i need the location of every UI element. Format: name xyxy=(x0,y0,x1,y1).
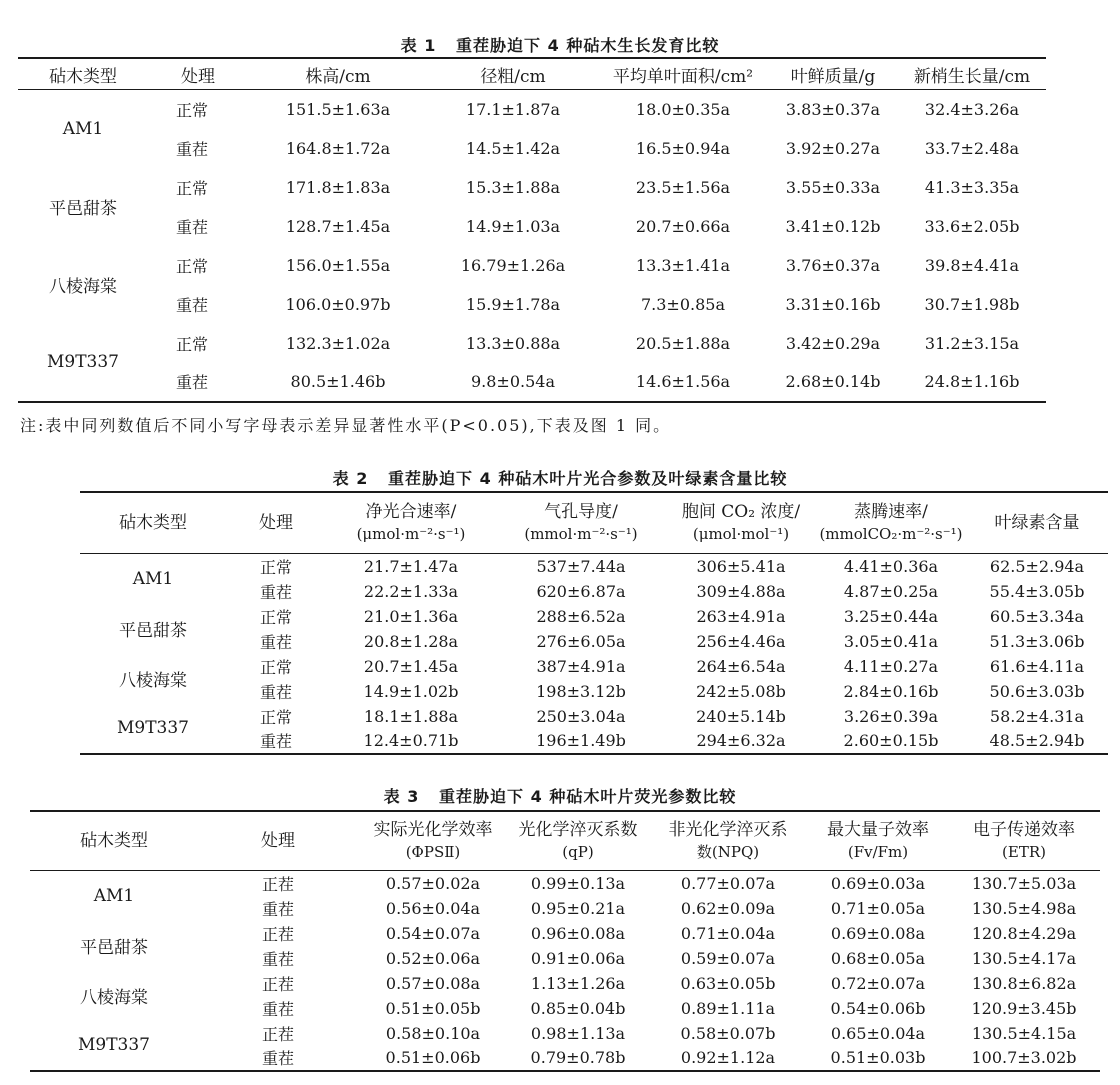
value-cell: 61.6±4.11a xyxy=(989,656,1085,676)
column-header xyxy=(508,811,648,871)
table2-title: 表 2 重茬胁迫下 4 种砧木叶片光合参数及叶绿素含量比较 xyxy=(332,469,788,488)
value-cell: 0.65±0.04a xyxy=(830,1023,926,1043)
value-cell: 50.6±3.03b xyxy=(989,681,1085,701)
table3-title: 表 3 重茬胁迫下 4 种砧木叶片荧光参数比较 xyxy=(383,787,737,806)
treatment-cell: 正常 xyxy=(259,557,292,577)
value-cell: 14.5±1.42a xyxy=(465,138,561,158)
treatment-cell: 重茬 xyxy=(261,999,294,1019)
column-header: 平均单叶面积/cm² xyxy=(598,58,768,90)
treatment-cell: 正常 xyxy=(176,334,209,354)
value-cell: 106.0±0.97b xyxy=(285,294,391,314)
value-cell: 62.5±2.94a xyxy=(989,556,1085,576)
header-line: 非光化学淬灭系 xyxy=(668,820,788,840)
value-cell: 0.56±0.04a xyxy=(385,898,481,918)
column-header: 径粗/cm xyxy=(428,58,598,90)
table-row xyxy=(18,129,1046,168)
value-cell: 15.3±1.88a xyxy=(465,177,561,197)
treatment-cell: 正常 xyxy=(176,100,209,120)
column-header xyxy=(808,811,948,871)
header-line: 电子传递效率 xyxy=(973,820,1075,840)
header-line: 砧木类型 xyxy=(80,831,148,851)
value-cell: 3.31±0.16b xyxy=(785,294,881,314)
column-header xyxy=(80,492,226,554)
treatment-cell: 重茬 xyxy=(198,1046,358,1071)
value-cell: 620±6.87a xyxy=(536,581,626,601)
header-line: 蒸腾速率/ xyxy=(854,502,928,522)
table-row xyxy=(18,324,1046,363)
value-cell: 0.71±0.04a xyxy=(680,923,776,943)
value-cell: 0.69±0.08a xyxy=(830,923,926,943)
value-cell: 55.4±3.05b xyxy=(989,581,1085,601)
value-cell: 3.55±0.33a xyxy=(785,177,881,197)
header-unit: (Fv/Fm) xyxy=(847,843,909,861)
value-cell: 20.8±1.28a xyxy=(363,631,459,651)
value-cell: 2.84±0.16b xyxy=(843,681,939,701)
treatment-cell: 正茬 xyxy=(261,1024,294,1044)
rootstock-cell: 八棱海棠 xyxy=(49,277,117,297)
table-row xyxy=(80,629,1108,654)
table-row xyxy=(80,679,1108,704)
value-cell: 130.5±4.98a xyxy=(971,898,1077,918)
table-row xyxy=(18,246,1046,285)
table-row xyxy=(30,921,1100,946)
rootstock-cell: 八棱海棠 xyxy=(119,671,187,691)
value-cell: 3.25±0.44a xyxy=(843,606,939,626)
value-cell: 39.8±4.41a xyxy=(924,255,1020,275)
value-cell: 0.91±0.06a xyxy=(530,948,626,968)
header-line: 净光合速率/ xyxy=(365,502,457,522)
value-cell: 58.2±4.31a xyxy=(989,706,1085,726)
table-row xyxy=(80,579,1108,604)
value-cell: 18.1±1.88a xyxy=(363,706,459,726)
value-cell: 23.5±1.56a xyxy=(635,177,731,197)
value-cell: 3.83±0.37a xyxy=(785,99,881,119)
value-cell: 0.51±0.03b xyxy=(808,1046,948,1071)
value-cell: 41.3±3.35a xyxy=(924,177,1020,197)
value-cell: 21.7±1.47a xyxy=(363,556,459,576)
value-cell: 4.41±0.36a xyxy=(843,556,939,576)
rootstock-cell: 平邑甜茶 xyxy=(49,199,117,219)
treatment-cell: 重茬 xyxy=(176,139,209,159)
treatment-cell: 重茬 xyxy=(148,363,248,402)
value-cell: 33.7±2.48a xyxy=(924,138,1020,158)
value-cell: 0.99±0.13a xyxy=(530,873,626,893)
header-line: 叶绿素含量 xyxy=(994,513,1080,533)
value-cell: 33.6±2.05b xyxy=(924,216,1020,236)
value-cell: 250±3.04a xyxy=(536,706,626,726)
value-cell: 3.26±0.39a xyxy=(843,706,939,726)
value-cell: 0.59±0.07a xyxy=(680,948,776,968)
value-cell: 537±7.44a xyxy=(536,556,626,576)
column-header xyxy=(326,492,496,554)
value-cell: 20.5±1.88a xyxy=(635,333,731,353)
column-header: 叶鲜质量/g xyxy=(768,58,898,90)
value-cell: 3.41±0.12b xyxy=(785,216,881,236)
column-header: 新梢生长量/cm xyxy=(898,58,1046,90)
table-row xyxy=(18,363,1046,402)
header-unit: (ETR) xyxy=(1002,843,1046,861)
table3 xyxy=(30,810,1100,1072)
value-cell: 387±4.91a xyxy=(536,656,626,676)
table-row xyxy=(18,207,1046,246)
value-cell: 0.96±0.08a xyxy=(530,923,626,943)
value-cell: 130.7±5.03a xyxy=(971,873,1077,893)
value-cell: 0.79±0.78b xyxy=(508,1046,648,1071)
value-cell: 12.4±0.71b xyxy=(326,729,496,754)
table-row xyxy=(80,604,1108,629)
table-row xyxy=(30,971,1100,996)
rootstock-cell: 平邑甜茶 xyxy=(119,621,187,641)
rootstock-cell: AM1 xyxy=(62,118,104,139)
treatment-cell: 重茬 xyxy=(261,949,294,969)
column-header xyxy=(966,492,1108,554)
header-unit: (mmol·m⁻²·s⁻¹) xyxy=(524,525,638,543)
value-cell: 4.87±0.25a xyxy=(843,581,939,601)
rootstock-cell: AM1 xyxy=(132,568,174,589)
value-cell: 0.57±0.02a xyxy=(385,873,481,893)
value-cell: 1.13±1.26a xyxy=(530,973,626,993)
value-cell: 0.89±1.11a xyxy=(680,998,776,1018)
table-row xyxy=(80,704,1108,729)
header-line: 光化学淬灭系数 xyxy=(518,820,638,840)
value-cell: 0.92±1.12a xyxy=(648,1046,808,1071)
column-header xyxy=(30,811,198,871)
rootstock-cell: AM1 xyxy=(93,885,135,906)
value-cell: 0.63±0.05b xyxy=(680,973,776,993)
value-cell: 242±5.08b xyxy=(696,681,786,701)
value-cell: 60.5±3.34a xyxy=(989,606,1085,626)
value-cell: 20.7±0.66a xyxy=(635,216,731,236)
header-line: 实际光化学效率 xyxy=(373,820,493,840)
value-cell: 130.5±4.15a xyxy=(971,1023,1077,1043)
value-cell: 80.5±1.46b xyxy=(248,363,428,402)
table1-note: 注:表中同列数值后不同小写字母表示差异显著性水平(P<0.05),下表及图 1 同。 xyxy=(20,416,672,435)
value-cell: 100.7±3.02b xyxy=(948,1046,1100,1071)
header-unit: (μmol·m⁻²·s⁻¹) xyxy=(356,525,466,543)
table-row xyxy=(80,729,1108,754)
value-cell: 14.9±1.03a xyxy=(465,216,561,236)
value-cell: 0.69±0.03a xyxy=(830,873,926,893)
value-cell: 0.62±0.09a xyxy=(680,898,776,918)
value-cell: 0.95±0.21a xyxy=(530,898,626,918)
column-header: 株高/cm xyxy=(248,58,428,90)
value-cell: 0.52±0.06a xyxy=(385,948,481,968)
column-header xyxy=(358,811,508,871)
column-header xyxy=(226,492,326,554)
value-cell: 263±4.91a xyxy=(696,606,786,626)
value-cell: 14.9±1.02b xyxy=(363,681,459,701)
table1 xyxy=(18,57,1046,403)
column-header: 砧木类型 xyxy=(18,58,148,90)
table-row xyxy=(18,90,1046,129)
header-unit: 数(NPQ) xyxy=(696,843,760,861)
value-cell: 2.60±0.15b xyxy=(816,729,966,754)
value-cell: 0.54±0.07a xyxy=(385,923,481,943)
table-header-row xyxy=(30,811,1100,871)
value-cell: 0.54±0.06b xyxy=(830,998,926,1018)
treatment-cell: 正常 xyxy=(176,256,209,276)
value-cell: 294±6.32a xyxy=(666,729,816,754)
value-cell: 17.1±1.87a xyxy=(465,99,561,119)
value-cell: 4.11±0.27a xyxy=(843,656,939,676)
value-cell: 7.3±0.85a xyxy=(640,294,725,314)
header-unit: (μmol·mol⁻¹) xyxy=(692,525,790,543)
column-header xyxy=(198,811,358,871)
value-cell: 0.72±0.07a xyxy=(830,973,926,993)
table1-title: 表 1 重茬胁迫下 4 种砧木生长发育比较 xyxy=(400,36,720,55)
value-cell: 128.7±1.45a xyxy=(285,216,391,236)
value-cell: 0.98±1.13a xyxy=(530,1023,626,1043)
header-line: 最大量子效率 xyxy=(827,820,929,840)
treatment-cell: 正常 xyxy=(176,178,209,198)
value-cell: 288±6.52a xyxy=(536,606,626,626)
value-cell: 0.58±0.10a xyxy=(385,1023,481,1043)
header-unit: (mmolCO₂·m⁻²·s⁻¹) xyxy=(819,525,963,543)
treatment-cell: 正常 xyxy=(259,707,292,727)
table-row xyxy=(18,285,1046,324)
table-row xyxy=(18,168,1046,207)
value-cell: 0.85±0.04b xyxy=(530,998,626,1018)
value-cell: 171.8±1.83a xyxy=(285,177,391,197)
value-cell: 3.05±0.41a xyxy=(843,631,939,651)
value-cell: 132.3±1.02a xyxy=(285,333,391,353)
value-cell: 0.77±0.07a xyxy=(680,873,776,893)
table-header-row xyxy=(80,492,1108,554)
value-cell: 198±3.12b xyxy=(536,681,626,701)
header-line: 处理 xyxy=(261,831,295,851)
treatment-cell: 重茬 xyxy=(226,729,326,754)
value-cell: 16.5±0.94a xyxy=(635,138,731,158)
value-cell: 196±1.49b xyxy=(496,729,666,754)
value-cell: 276±6.05a xyxy=(536,631,626,651)
value-cell: 21.0±1.36a xyxy=(363,606,459,626)
value-cell: 120.9±3.45b xyxy=(971,998,1077,1018)
treatment-cell: 正茬 xyxy=(261,974,294,994)
treatment-cell: 重茬 xyxy=(176,217,209,237)
column-header xyxy=(816,492,966,554)
treatment-cell: 重茬 xyxy=(259,582,292,602)
header-unit: (qP) xyxy=(562,843,594,861)
rootstock-cell: M9T337 xyxy=(30,1021,198,1071)
column-header xyxy=(496,492,666,554)
column-header xyxy=(666,492,816,554)
table-row xyxy=(80,654,1108,679)
value-cell: 151.5±1.63a xyxy=(285,99,391,119)
value-cell: 120.8±4.29a xyxy=(971,923,1077,943)
column-header: 处理 xyxy=(148,58,248,90)
header-line: 气孔导度/ xyxy=(544,502,618,522)
value-cell: 306±5.41a xyxy=(696,556,786,576)
treatment-cell: 重茬 xyxy=(259,632,292,652)
value-cell: 9.8±0.54a xyxy=(428,363,598,402)
treatment-cell: 正茬 xyxy=(261,924,294,944)
value-cell: 13.3±0.88a xyxy=(465,333,561,353)
value-cell: 32.4±3.26a xyxy=(924,99,1020,119)
value-cell: 2.68±0.14b xyxy=(768,363,898,402)
value-cell: 156.0±1.55a xyxy=(285,255,391,275)
value-cell: 13.3±1.41a xyxy=(635,255,731,275)
value-cell: 0.57±0.08a xyxy=(385,973,481,993)
value-cell: 15.9±1.78a xyxy=(465,294,561,314)
table2 xyxy=(80,491,1108,755)
value-cell: 130.5±4.17a xyxy=(971,948,1077,968)
rootstock-cell: 平邑甜茶 xyxy=(80,938,148,958)
header-line: 砧木类型 xyxy=(119,513,187,533)
value-cell: 0.51±0.06b xyxy=(358,1046,508,1071)
header-line: 处理 xyxy=(259,513,293,533)
value-cell: 16.79±1.26a xyxy=(460,255,566,275)
value-cell: 51.3±3.06b xyxy=(989,631,1085,651)
value-cell: 24.8±1.16b xyxy=(898,363,1046,402)
value-cell: 3.92±0.27a xyxy=(785,138,881,158)
table-header-row xyxy=(18,58,1046,90)
header-line: 胞间 CO₂ 浓度/ xyxy=(681,502,801,522)
value-cell: 30.7±1.98b xyxy=(924,294,1020,314)
value-cell: 31.2±3.15a xyxy=(924,333,1020,353)
value-cell: 256±4.46a xyxy=(696,631,786,651)
treatment-cell: 正常 xyxy=(259,607,292,627)
rootstock-cell: M9T337 xyxy=(18,324,148,402)
header-unit: (ΦPSⅡ) xyxy=(405,843,461,861)
value-cell: 264±6.54a xyxy=(696,656,786,676)
table-row xyxy=(80,554,1108,579)
value-cell: 0.71±0.05a xyxy=(830,898,926,918)
column-header xyxy=(648,811,808,871)
value-cell: 20.7±1.45a xyxy=(363,656,459,676)
rootstock-cell: M9T337 xyxy=(80,704,226,754)
value-cell: 164.8±1.72a xyxy=(285,138,391,158)
treatment-cell: 重茬 xyxy=(259,682,292,702)
value-cell: 0.51±0.05b xyxy=(385,998,481,1018)
value-cell: 22.2±1.33a xyxy=(363,581,459,601)
value-cell: 14.6±1.56a xyxy=(598,363,768,402)
value-cell: 130.8±6.82a xyxy=(971,973,1077,993)
value-cell: 3.76±0.37a xyxy=(785,255,881,275)
rootstock-cell: 八棱海棠 xyxy=(80,988,148,1008)
value-cell: 240±5.14b xyxy=(696,706,786,726)
value-cell: 18.0±0.35a xyxy=(635,99,731,119)
table-row xyxy=(30,1021,1100,1046)
treatment-cell: 重茬 xyxy=(176,295,209,315)
value-cell: 0.58±0.07b xyxy=(680,1023,776,1043)
treatment-cell: 重茬 xyxy=(261,899,294,919)
value-cell: 0.68±0.05a xyxy=(830,948,926,968)
table-row xyxy=(30,871,1100,896)
value-cell: 48.5±2.94b xyxy=(966,729,1108,754)
treatment-cell: 正常 xyxy=(259,657,292,677)
treatment-cell: 正茬 xyxy=(261,874,294,894)
value-cell: 3.42±0.29a xyxy=(785,333,881,353)
value-cell: 309±4.88a xyxy=(696,581,786,601)
column-header xyxy=(948,811,1100,871)
